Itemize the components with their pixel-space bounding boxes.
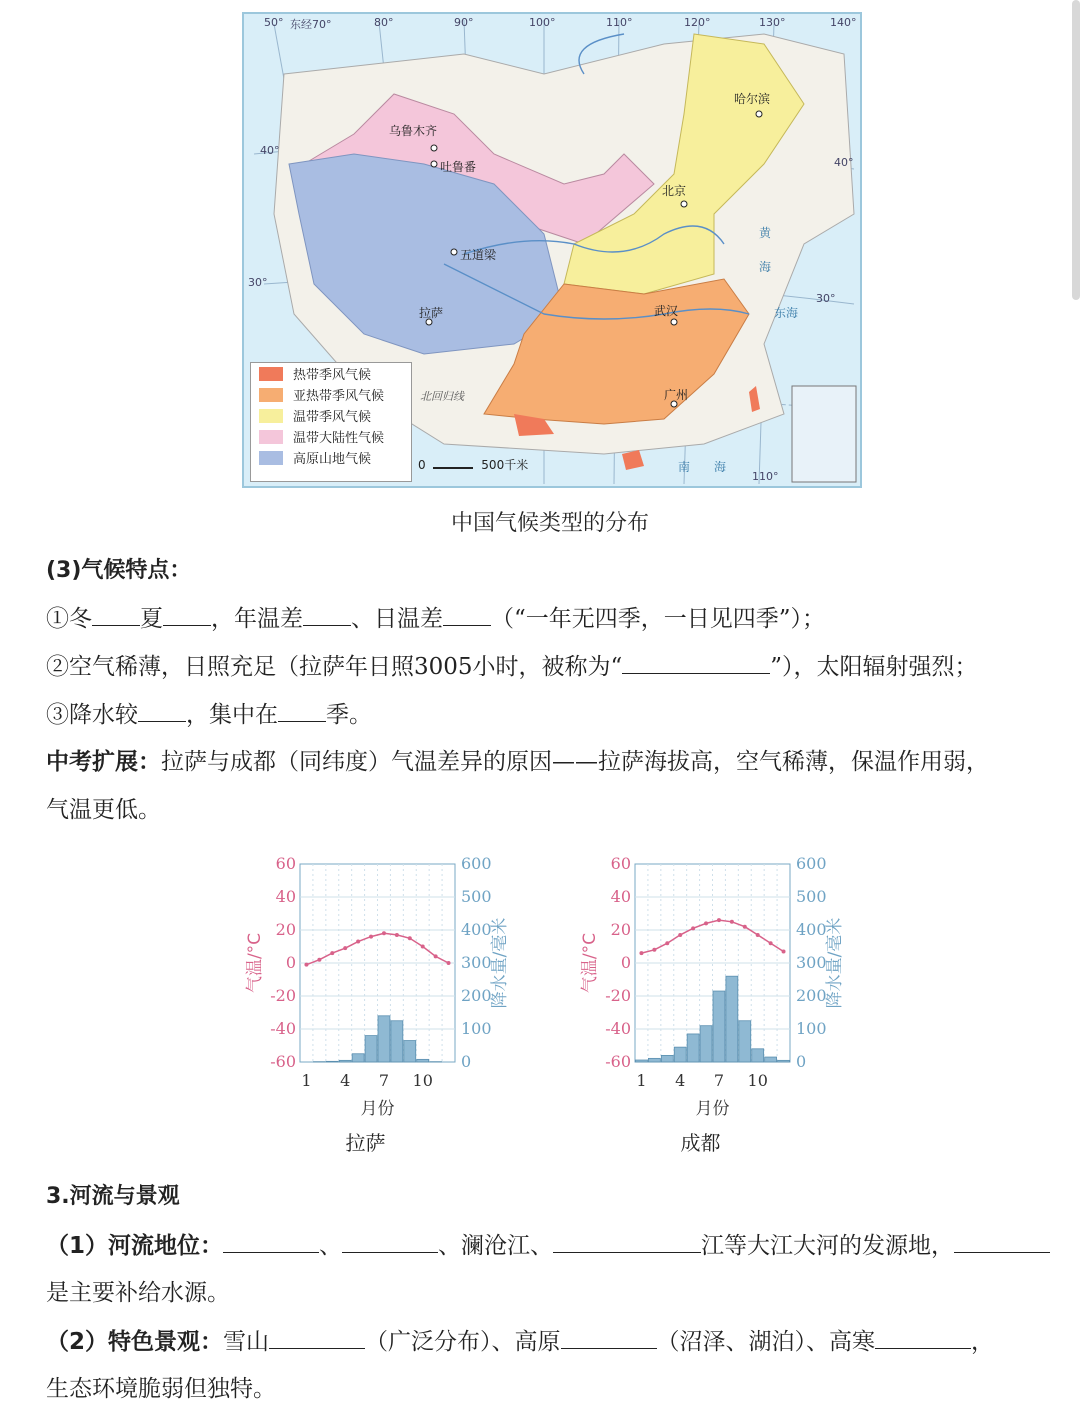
lon-label: 东经70° xyxy=(290,18,332,31)
climate-line-1 xyxy=(46,603,825,634)
left-tick-label: -60 xyxy=(605,1052,631,1071)
legend-swatch xyxy=(259,367,283,381)
scale-zero: 0 xyxy=(418,458,426,472)
fill-blank[interactable] xyxy=(875,1326,971,1349)
temperature-point xyxy=(382,931,386,935)
fill-blank[interactable] xyxy=(954,1230,1050,1253)
lon-label: 120° xyxy=(684,16,711,29)
text: （沼泽、湖泊）、高寒 xyxy=(656,1329,876,1355)
lon-label: 80° xyxy=(374,16,394,29)
right-tick-label: 300 xyxy=(796,953,827,972)
climate-charts-svg xyxy=(230,850,870,1170)
y-axis-label-left: 气温/°C xyxy=(580,932,600,994)
legend-item xyxy=(251,426,411,447)
text: （广泛分布）、高原 xyxy=(365,1329,561,1355)
lon-label: 100° xyxy=(529,16,556,29)
precipitation-bar xyxy=(661,1055,673,1062)
text: 江等大江大河的发源地， xyxy=(701,1233,955,1259)
city-label: 广州 xyxy=(664,388,689,402)
temperature-point xyxy=(447,961,451,965)
right-tick-label: 600 xyxy=(461,854,492,873)
precipitation-bar xyxy=(778,1060,790,1062)
right-tick-label: 100 xyxy=(461,1019,492,1038)
temperature-point xyxy=(717,918,721,922)
scale-label: 500千米 xyxy=(481,458,529,472)
temperature-point xyxy=(639,951,643,955)
sea-label: 东海 xyxy=(774,306,799,320)
legend-label: 热带季风气候 xyxy=(293,368,372,383)
left-tick-label: 60 xyxy=(275,854,296,873)
section-heading-rivers: 3.河流与景观 xyxy=(46,1184,180,1209)
x-tick-label: 4 xyxy=(340,1071,351,1090)
right-tick-label: 400 xyxy=(796,920,827,939)
left-tick-label: -20 xyxy=(605,986,631,1005)
x-axis-label: 月份 xyxy=(360,1099,395,1119)
landscape-label: （2）特色景观： xyxy=(46,1329,224,1355)
left-tick-label: 40 xyxy=(275,887,296,906)
map-legend xyxy=(250,362,412,482)
fill-blank[interactable] xyxy=(163,603,211,626)
right-tick-label: 300 xyxy=(461,953,492,972)
temperature-point xyxy=(730,920,734,924)
right-tick-label: 500 xyxy=(461,887,492,906)
precipitation-bar xyxy=(687,1034,699,1062)
precipitation-bar xyxy=(674,1047,686,1062)
legend-label: 高原山地气候 xyxy=(293,452,372,467)
left-tick-label: 60 xyxy=(610,854,631,873)
city-label: 武汉 xyxy=(654,304,679,318)
right-tick-label: 400 xyxy=(461,920,492,939)
legend-label: 温带季风气候 xyxy=(293,410,372,425)
x-axis-label: 月份 xyxy=(695,1099,730,1119)
right-tick-label: 200 xyxy=(461,986,492,1005)
climate-line-2 xyxy=(46,651,978,682)
temperature-point xyxy=(652,948,656,952)
river-line-1 xyxy=(46,1230,1050,1261)
right-tick-label: 500 xyxy=(796,887,827,906)
chart-title: 拉萨 xyxy=(345,1131,386,1155)
temperature-point xyxy=(369,935,373,939)
exam-extension-cont: 气温更低。 xyxy=(46,797,161,823)
map-caption: 中国气候类型的分布 xyxy=(450,511,649,536)
precipitation-bar xyxy=(765,1057,777,1062)
text: 、日温差 xyxy=(351,606,443,632)
temperature-point xyxy=(330,951,334,955)
fill-blank[interactable] xyxy=(269,1326,365,1349)
temperature-point xyxy=(782,949,786,953)
city-label: 五道梁 xyxy=(460,248,497,262)
temperature-point xyxy=(756,933,760,937)
extension-label: 中考扩展： xyxy=(46,749,161,775)
lon-label: 140° xyxy=(830,16,857,29)
precipitation-bar xyxy=(365,1036,377,1062)
fill-blank[interactable] xyxy=(342,1230,438,1253)
left-tick-label: 20 xyxy=(610,920,631,939)
text: ①冬 xyxy=(46,606,92,632)
lon-label: 50° xyxy=(264,16,284,29)
legend-item xyxy=(251,447,411,468)
fill-blank[interactable] xyxy=(553,1230,701,1253)
sea-label: 海 xyxy=(759,260,772,274)
right-tick-label: 200 xyxy=(796,986,827,1005)
map-scale xyxy=(418,456,528,473)
text: ，集中在 xyxy=(186,702,278,728)
temperature-point xyxy=(317,958,321,962)
precipitation-bar xyxy=(726,976,738,1062)
left-tick-label: -40 xyxy=(270,1019,296,1038)
exam-extension xyxy=(46,747,989,777)
legend-label: 温带大陆性气候 xyxy=(293,431,385,446)
temperature-point xyxy=(395,933,399,937)
scale-bar xyxy=(433,467,473,469)
precipitation-bar xyxy=(752,1049,764,1062)
sea-label: 黄 xyxy=(759,226,772,240)
right-tick-label: 600 xyxy=(796,854,827,873)
river-label: （1）河流地位： xyxy=(46,1233,224,1259)
precipitation-bar xyxy=(739,1021,751,1062)
legend-swatch xyxy=(259,430,283,444)
climate-line-3 xyxy=(46,699,372,730)
fill-blank[interactable] xyxy=(138,699,186,722)
lat-label: 40° xyxy=(260,144,280,157)
x-tick-label: 4 xyxy=(675,1071,686,1090)
climate-charts xyxy=(230,850,870,1170)
text: ， xyxy=(971,1329,995,1355)
river-line-2 xyxy=(46,1326,994,1357)
legend-item xyxy=(251,384,411,405)
temperature-point xyxy=(356,940,360,944)
text: 夏 xyxy=(140,606,163,632)
fill-blank[interactable] xyxy=(303,603,351,626)
left-tick-label: 20 xyxy=(275,920,296,939)
lat-label: 30° xyxy=(248,276,268,289)
city-label: 北京 xyxy=(662,184,687,198)
river-line-2-cont: 生态环境脆弱但独特。 xyxy=(46,1376,276,1402)
precipitation-bar xyxy=(391,1021,403,1062)
x-tick-label: 10 xyxy=(412,1071,433,1090)
precipitation-bar xyxy=(404,1041,416,1062)
lon-label: 130° xyxy=(759,16,786,29)
y-axis-label-right: 降水量/毫米 xyxy=(825,917,845,1009)
precipitation-bar xyxy=(700,1026,712,1062)
legend-swatch xyxy=(259,409,283,423)
x-tick-label: 1 xyxy=(301,1071,312,1090)
text: ，年温差 xyxy=(211,606,303,632)
precipitation-bar xyxy=(339,1060,351,1062)
left-tick-label: 40 xyxy=(610,887,631,906)
left-tick-label: 0 xyxy=(285,953,296,972)
chart-title: 成都 xyxy=(680,1131,721,1155)
city-label: 拉萨 xyxy=(419,306,444,320)
precipitation-bar xyxy=(417,1059,429,1062)
fill-blank[interactable] xyxy=(443,603,491,626)
lat-label: 30° xyxy=(816,292,836,305)
legend-label: 亚热带季风气候 xyxy=(293,389,385,404)
precipitation-bar xyxy=(352,1054,364,1062)
sea-label: 南 xyxy=(678,460,691,474)
temperature-point xyxy=(408,936,412,940)
y-axis-label-right: 降水量/毫米 xyxy=(490,917,510,1009)
x-tick-label: 7 xyxy=(713,1071,725,1090)
precipitation-bar xyxy=(326,1061,338,1062)
fill-blank[interactable] xyxy=(622,651,770,674)
right-tick-label: 100 xyxy=(796,1019,827,1038)
extension-text: 拉萨与成都（同纬度）气温差异的原因——拉萨海拔高，空气稀薄，保温作用弱， xyxy=(161,749,989,775)
lon-label: 110° xyxy=(752,470,779,483)
text: ②空气稀薄，日照充足（拉萨年日照3005小时，被称为“ xyxy=(46,654,623,680)
temperature-point xyxy=(304,963,308,967)
precipitation-bar xyxy=(648,1058,660,1062)
text: 雪山 xyxy=(223,1329,270,1355)
precipitation-bar xyxy=(378,1016,390,1062)
section-heading: (3)气候特点： xyxy=(46,558,192,583)
text: （“一年无四季，一日见四季”）； xyxy=(491,606,826,632)
text: 季。 xyxy=(326,702,372,728)
x-tick-label: 1 xyxy=(636,1071,647,1090)
sea-label: 海 xyxy=(714,460,727,474)
x-tick-label: 7 xyxy=(378,1071,390,1090)
fill-blank[interactable] xyxy=(223,1230,319,1253)
left-tick-label: -20 xyxy=(270,986,296,1005)
city-label: 哈尔滨 xyxy=(734,92,771,106)
text: 、 xyxy=(319,1233,343,1259)
right-tick-label: 0 xyxy=(461,1052,472,1071)
temperature-point xyxy=(769,941,773,945)
text: 、澜沧江、 xyxy=(438,1233,554,1259)
temperature-point xyxy=(343,946,347,950)
fill-blank[interactable] xyxy=(92,603,140,626)
river-line-1-cont: 是主要补给水源。 xyxy=(46,1280,230,1306)
temperature-point xyxy=(665,941,669,945)
text: ③降水较 xyxy=(46,702,138,728)
temperature-point xyxy=(678,933,682,937)
temperature-point xyxy=(743,925,747,929)
lon-label: 110° xyxy=(606,16,633,29)
fill-blank[interactable] xyxy=(561,1326,657,1349)
lon-label: 90° xyxy=(454,16,474,29)
precipitation-bar xyxy=(636,1060,648,1062)
lat-label: 40° xyxy=(834,156,854,169)
temperature-point xyxy=(434,954,438,958)
china-climate-map xyxy=(242,12,862,488)
temperature-point xyxy=(421,945,425,949)
y-axis-label-left: 气温/°C xyxy=(245,932,265,994)
temperature-point xyxy=(704,921,708,925)
precipitation-bar xyxy=(713,991,725,1062)
legend-swatch xyxy=(259,388,283,402)
left-tick-label: 0 xyxy=(620,953,631,972)
scrollbar[interactable] xyxy=(1072,0,1080,300)
left-tick-label: -60 xyxy=(270,1052,296,1071)
fill-blank[interactable] xyxy=(278,699,326,722)
text: ”），太阳辐射强烈； xyxy=(770,654,978,680)
legend-item xyxy=(251,363,411,384)
left-tick-label: -40 xyxy=(605,1019,631,1038)
city-label: 乌鲁木齐 xyxy=(389,124,438,138)
temperature-point xyxy=(691,926,695,930)
legend-item xyxy=(251,405,411,426)
right-tick-label: 0 xyxy=(796,1052,807,1071)
city-label: 吐鲁番 xyxy=(440,160,477,174)
x-tick-label: 10 xyxy=(747,1071,768,1090)
legend-swatch xyxy=(259,451,283,465)
tropic-label: 北回归线 xyxy=(420,390,464,403)
